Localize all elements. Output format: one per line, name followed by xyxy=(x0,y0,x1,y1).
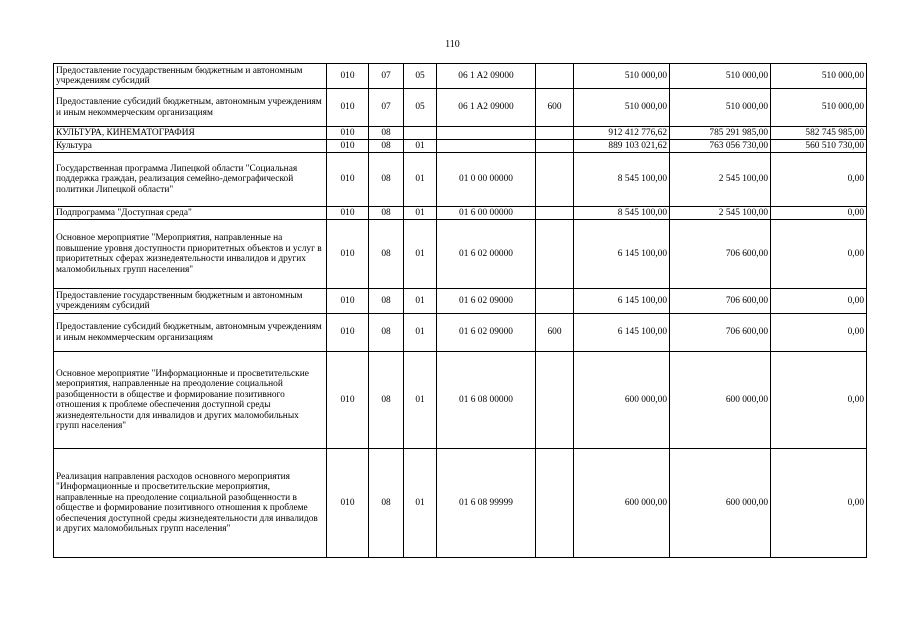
target-article-cell: 06 1 A2 09000 xyxy=(437,89,536,127)
amount-year1-cell: 6 145 100,00 xyxy=(574,289,670,314)
target-article-cell xyxy=(437,140,536,153)
amount-year3-cell: 510 000,00 xyxy=(771,89,867,127)
amount-year2-cell: 785 291 985,00 xyxy=(670,127,771,140)
expense-name-cell: Подпрограмма "Доступная среда" xyxy=(54,207,327,220)
amount-year2-cell: 706 600,00 xyxy=(670,314,771,352)
expense-name-cell: КУЛЬТУРА, КИНЕМАТОГРАФИЯ xyxy=(54,127,327,140)
expense-name-cell: Предоставление субсидий бюджетным, автономным учреждениям и иным некоммерческим организациям xyxy=(54,314,327,352)
amount-year3-cell: 0,00 xyxy=(771,289,867,314)
section-code-cell: 08 xyxy=(369,449,404,558)
table-row xyxy=(54,153,867,207)
section-code-cell: 07 xyxy=(369,89,404,127)
expense-type-cell xyxy=(536,352,574,449)
expense-type-cell xyxy=(536,140,574,153)
amount-year3-cell: 582 745 985,00 xyxy=(771,127,867,140)
amount-year3-cell: 0,00 xyxy=(771,220,867,289)
target-article-cell: 01 6 02 00000 xyxy=(437,220,536,289)
amount-year1-cell: 8 545 100,00 xyxy=(574,153,670,207)
expense-type-cell xyxy=(536,207,574,220)
table-row xyxy=(54,89,867,127)
ministry-code-cell: 010 xyxy=(327,64,369,89)
section-code-cell: 08 xyxy=(369,314,404,352)
target-article-cell: 01 6 08 00000 xyxy=(437,352,536,449)
expense-type-cell xyxy=(536,289,574,314)
amount-year3-cell: 0,00 xyxy=(771,449,867,558)
table-row xyxy=(54,207,867,220)
amount-year1-cell: 600 000,00 xyxy=(574,449,670,558)
expense-type-cell: 600 xyxy=(536,314,574,352)
expense-name-cell: Предоставление государственным бюджетным и автономным учреждениям субсидий xyxy=(54,289,327,314)
expense-type-cell xyxy=(536,127,574,140)
section-code-cell: 08 xyxy=(369,153,404,207)
target-article-cell: 06 1 A2 09000 xyxy=(437,64,536,89)
amount-year1-cell: 8 545 100,00 xyxy=(574,207,670,220)
target-article-cell xyxy=(437,127,536,140)
budget-table xyxy=(53,63,867,558)
amount-year2-cell: 600 000,00 xyxy=(670,449,771,558)
section-code-cell: 08 xyxy=(369,127,404,140)
ministry-code-cell: 010 xyxy=(327,449,369,558)
page-number: 110 xyxy=(445,39,460,50)
target-article-cell: 01 0 00 00000 xyxy=(437,153,536,207)
amount-year2-cell: 600 000,00 xyxy=(670,352,771,449)
expense-type-cell xyxy=(536,64,574,89)
expense-name-cell: Государственная программа Липецкой области "Социальная поддержка граждан, реализация семейно-демографической политики Липецкой области" xyxy=(54,153,327,207)
amount-year2-cell: 2 545 100,00 xyxy=(670,153,771,207)
ministry-code-cell: 010 xyxy=(327,352,369,449)
budget-table-body xyxy=(54,64,867,558)
target-article-cell: 01 6 02 09000 xyxy=(437,314,536,352)
section-code-cell: 08 xyxy=(369,289,404,314)
expense-name-cell: Основное мероприятие "Информационные и просветительские мероприятия, направленные на преодоление социальной разобщенности в обществе и формирование позитивного отношения к проблеме обеспечения доступной среды жизнедеятельности для инвалидов и других маломобильных групп населения" xyxy=(54,352,327,449)
target-article-cell: 01 6 08 99999 xyxy=(437,449,536,558)
table-row xyxy=(54,289,867,314)
table-row xyxy=(54,140,867,153)
ministry-code-cell: 010 xyxy=(327,289,369,314)
table-row xyxy=(54,220,867,289)
subsection-code-cell: 01 xyxy=(404,352,437,449)
expense-name-cell: Культура xyxy=(54,140,327,153)
subsection-code-cell: 01 xyxy=(404,289,437,314)
amount-year1-cell: 912 412 776,62 xyxy=(574,127,670,140)
amount-year3-cell: 0,00 xyxy=(771,352,867,449)
ministry-code-cell: 010 xyxy=(327,89,369,127)
amount-year2-cell: 510 000,00 xyxy=(670,89,771,127)
amount-year3-cell: 0,00 xyxy=(771,314,867,352)
amount-year2-cell: 510 000,00 xyxy=(670,64,771,89)
expense-name-cell: Реализация направления расходов основного мероприятия "Информационные и просветительские мероприятия, направленные на преодоление социальной разобщенности в обществе и формирование позитивного отношения к проблеме обеспечения доступной среды жизнедеятельности для инвалидов и других маломобильных групп населения" xyxy=(54,449,327,558)
amount-year2-cell: 763 056 730,00 xyxy=(670,140,771,153)
table-row xyxy=(54,352,867,449)
subsection-code-cell: 01 xyxy=(404,140,437,153)
amount-year2-cell: 706 600,00 xyxy=(670,220,771,289)
section-code-cell: 08 xyxy=(369,207,404,220)
ministry-code-cell: 010 xyxy=(327,140,369,153)
expense-type-cell xyxy=(536,220,574,289)
table-row xyxy=(54,127,867,140)
amount-year1-cell: 510 000,00 xyxy=(574,64,670,89)
ministry-code-cell: 010 xyxy=(327,127,369,140)
table-row xyxy=(54,314,867,352)
amount-year2-cell: 706 600,00 xyxy=(670,289,771,314)
target-article-cell: 01 6 02 09000 xyxy=(437,289,536,314)
subsection-code-cell: 05 xyxy=(404,89,437,127)
amount-year3-cell: 0,00 xyxy=(771,153,867,207)
target-article-cell: 01 6 00 00000 xyxy=(437,207,536,220)
amount-year1-cell: 6 145 100,00 xyxy=(574,314,670,352)
table-row xyxy=(54,449,867,558)
amount-year3-cell: 510 000,00 xyxy=(771,64,867,89)
ministry-code-cell: 010 xyxy=(327,314,369,352)
amount-year3-cell: 0,00 xyxy=(771,207,867,220)
subsection-code-cell xyxy=(404,127,437,140)
section-code-cell: 08 xyxy=(369,352,404,449)
amount-year1-cell: 600 000,00 xyxy=(574,352,670,449)
expense-type-cell: 600 xyxy=(536,89,574,127)
expense-name-cell: Основное мероприятие "Мероприятия, направленные на повышение уровня доступности приоритетных объектов и услуг в приоритетных сферах жизнедеятельности инвалидов и других маломобильных групп населения" xyxy=(54,220,327,289)
amount-year1-cell: 6 145 100,00 xyxy=(574,220,670,289)
subsection-code-cell: 01 xyxy=(404,449,437,558)
amount-year2-cell: 2 545 100,00 xyxy=(670,207,771,220)
table-row xyxy=(54,64,867,89)
expense-type-cell xyxy=(536,449,574,558)
expense-name-cell: Предоставление субсидий бюджетным, автономным учреждениям и иным некоммерческим организациям xyxy=(54,89,327,127)
subsection-code-cell: 05 xyxy=(404,64,437,89)
ministry-code-cell: 010 xyxy=(327,207,369,220)
expense-type-cell xyxy=(536,153,574,207)
ministry-code-cell: 010 xyxy=(327,220,369,289)
section-code-cell: 08 xyxy=(369,220,404,289)
subsection-code-cell: 01 xyxy=(404,153,437,207)
expense-name-cell: Предоставление государственным бюджетным и автономным учреждениям субсидий xyxy=(54,64,327,89)
subsection-code-cell: 01 xyxy=(404,207,437,220)
amount-year1-cell: 889 103 021,62 xyxy=(574,140,670,153)
subsection-code-cell: 01 xyxy=(404,220,437,289)
section-code-cell: 08 xyxy=(369,140,404,153)
amount-year3-cell: 560 510 730,00 xyxy=(771,140,867,153)
section-code-cell: 07 xyxy=(369,64,404,89)
subsection-code-cell: 01 xyxy=(404,314,437,352)
amount-year1-cell: 510 000,00 xyxy=(574,89,670,127)
ministry-code-cell: 010 xyxy=(327,153,369,207)
